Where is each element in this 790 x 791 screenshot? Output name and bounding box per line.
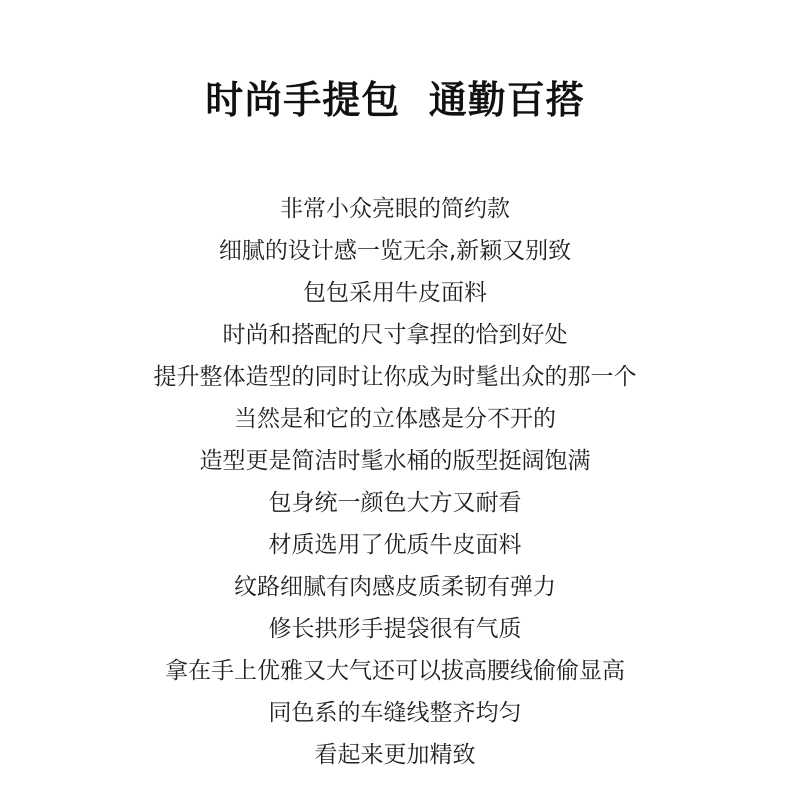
description-line: 修长拱形手提袋很有气质 bbox=[268, 616, 522, 642]
description-line: 细腻的设计感一览无余,新颖又别致 bbox=[218, 238, 572, 264]
description-list bbox=[0, 188, 790, 776]
page-title: 时尚手提包 通勤百搭 bbox=[205, 78, 585, 122]
description-line: 时尚和搭配的尺寸拿捏的恰到好处 bbox=[222, 322, 568, 348]
description-line: 纹路细腻有肉感皮质柔韧有弹力 bbox=[234, 574, 556, 600]
description-line: 当然是和它的立体感是分不开的 bbox=[234, 406, 556, 432]
description-line: 非常小众亮眼的简约款 bbox=[280, 196, 510, 222]
description-line: 包包采用牛皮面料 bbox=[303, 280, 487, 306]
description-line: 拿在手上优雅又大气还可以拔高腰线偷偷显高 bbox=[165, 658, 625, 684]
description-line: 看起来更加精致 bbox=[314, 742, 476, 768]
description-line: 同色系的车缝线整齐均匀 bbox=[268, 700, 522, 726]
description-line: 包身统一颜色大方又耐看 bbox=[268, 490, 522, 516]
description-line: 提升整体造型的同时让你成为时髦出众的那一个 bbox=[153, 364, 637, 390]
description-line: 材质选用了优质牛皮面料 bbox=[268, 532, 522, 558]
description-line: 造型更是简洁时髦水桶的版型挺阔饱满 bbox=[199, 448, 591, 474]
